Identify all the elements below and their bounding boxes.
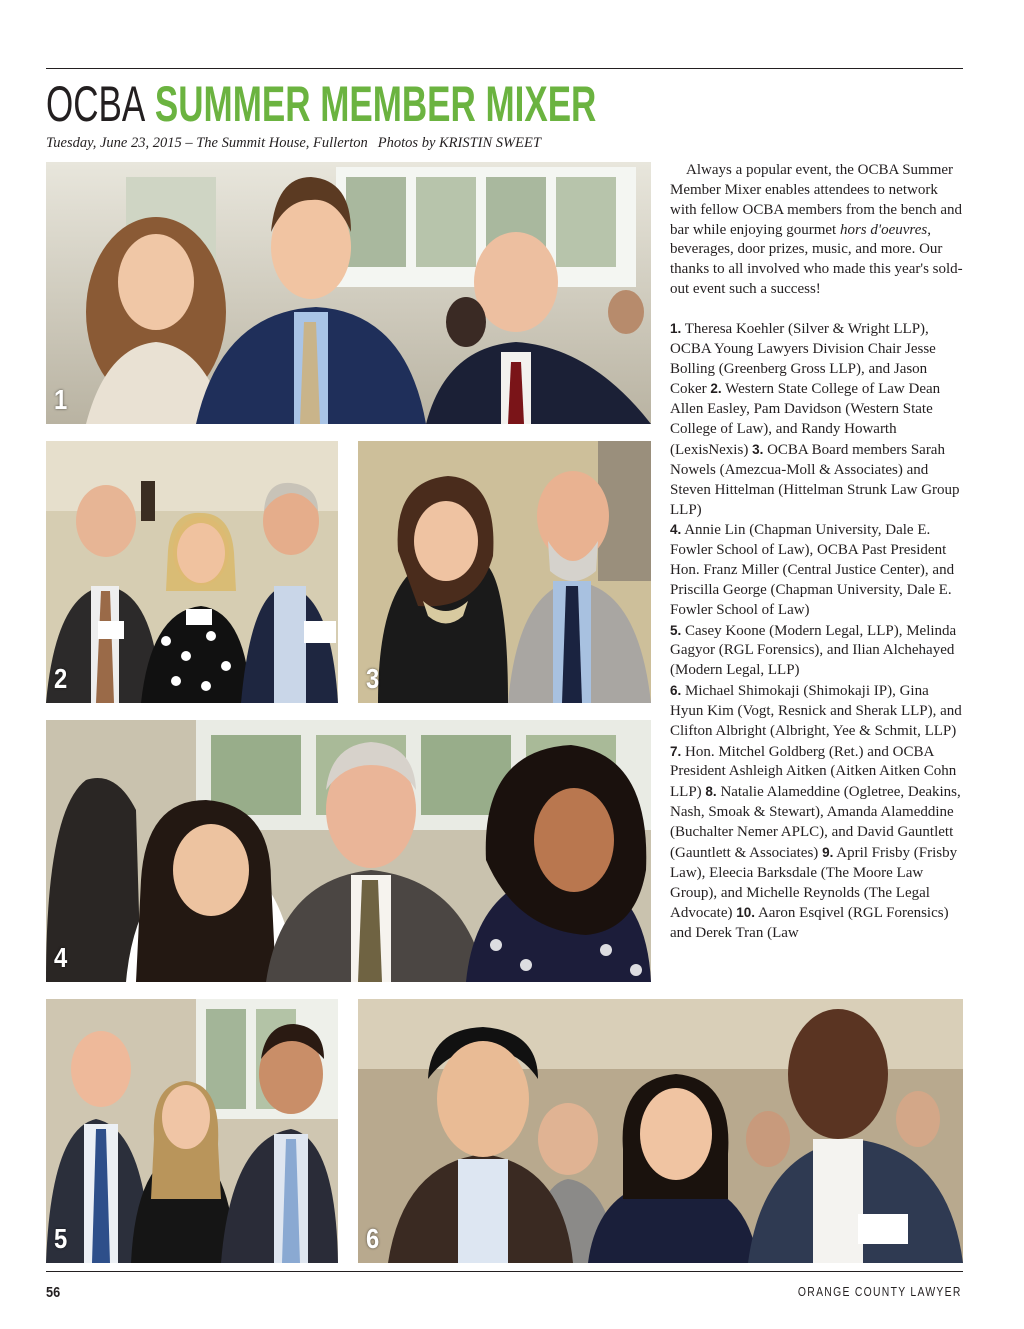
bottom-rule: [46, 1271, 963, 1272]
caption-9-text: April Frisby (Frisby Law), Eleecia Barksdale (The Moore Law Group), and Michelle Reynolds (The Legal Advocate): [670, 844, 958, 922]
intro-paragraph: [670, 161, 963, 300]
photo-3-image: [358, 441, 651, 703]
magazine-name: ORANGE COUNTY LAWYER: [798, 1284, 962, 1299]
photo-5-number: 5: [54, 1223, 68, 1254]
article-body: [670, 161, 963, 944]
caption-6-text: Michael Shimokaji (Shimokaji IP), Gina Hyun Kim (Vogt, Resnick and Sherak LLP), and Clifton Albright (Albright, Yee & Schmit, LLP): [670, 683, 962, 739]
photo-5-image: [46, 999, 338, 1263]
event-photo-1: [46, 162, 651, 424]
photo-4-image: [46, 720, 651, 982]
event-subtitle: [46, 135, 541, 152]
caption-4-text: Annie Lin (Chapman University, Dale E. Fowler School of Law), OCBA Past President Hon. Franz Miller (Central Justice Center), and Priscilla George (Chapman University, Dale E. Fowler School of Law): [670, 522, 955, 618]
photo-2-image: [46, 441, 338, 703]
caption-8-text: Natalie Alameddine (Ogletree, Deakins, Nash, Smoak & Stewart), Amanda Alameddine (Buchalter Nemer APLC), and David Gauntlett (Gauntlett & Associates): [670, 784, 961, 861]
photo-4-number: 4: [54, 942, 68, 973]
caption-10-text: Aaron Esqivel (RGL Forensics) and Derek Tran (Law: [670, 905, 949, 942]
caption-1-number: 1.: [670, 320, 682, 336]
photo-3-number: 3: [366, 663, 380, 694]
top-rule: [46, 68, 963, 69]
caption-4-number: 4.: [670, 522, 682, 538]
caption-7-number: 7.: [670, 743, 682, 759]
event-photo-5: [46, 999, 338, 1263]
title-summer-member-mixer: SUMMER MEMBER MIXER: [154, 76, 597, 132]
intro-italic: hors d'oeuvres: [839, 221, 928, 238]
event-photo-6: [358, 999, 963, 1263]
event-photo-3: [358, 441, 651, 703]
caption-9-number: 9.: [822, 844, 834, 860]
article-title: [46, 76, 596, 132]
caption-5: [670, 623, 956, 679]
photo-1-image: [46, 162, 651, 424]
caption-2-number: 2.: [710, 381, 722, 397]
photo-6-number: 6: [366, 1223, 380, 1254]
caption-6-number: 6.: [670, 683, 682, 699]
caption-1-text: Theresa Koehler (Silver & Wright LLP), OCBA Young Lawyers Division Chair Jesse Bolling (Greenberg Gross LLP), and Jason Coker: [670, 320, 936, 398]
event-photo-4: [46, 720, 651, 982]
event-date-location: Tuesday, June 23, 2015 – The Summit House, Fullerton: [46, 135, 368, 151]
photo-2-number: 2: [54, 663, 68, 694]
caption-2-text: Western State College of Law Dean Allen Easley, Pam Davidson (Western State College of Law), and Randy Howarth (LexisNexis): [670, 381, 941, 458]
event-photo-2: [46, 441, 338, 703]
title-ocba: OCBA: [46, 76, 146, 132]
caption-3-number: 3.: [752, 441, 764, 457]
caption-5-text: Casey Koone (Modern Legal, LLP), Melinda Gagyor (RGL Forensics), and Ilian Alchehayed (Modern Legal, LLP): [670, 622, 957, 679]
page-number: 56: [46, 1284, 61, 1301]
caption-3-text: OCBA Board members Sarah Nowels (Amezcua-Moll & Associates) and Steven Hittelman (Hittelman Strunk Law Group LLP): [670, 441, 960, 518]
photo-captions: [670, 319, 963, 944]
caption-7-text: Hon. Mitchel Goldberg (Ret.) and OCBA President Ashleigh Aitken (Aitken Aitken Cohn LLP): [670, 743, 957, 801]
caption-10-number: 10.: [736, 905, 755, 921]
caption-4: [670, 522, 954, 617]
caption-6: [670, 683, 962, 739]
caption-8-number: 8.: [705, 784, 717, 800]
photo-1-number: 1: [54, 384, 68, 415]
intro-text-end: , beverages, door prizes, music, and more. Our thanks to all involved who made this year's sold-out event such a success!: [670, 221, 963, 298]
photo-credit: Photos by KRISTIN SWEET: [377, 135, 541, 151]
caption-5-number: 5.: [670, 622, 682, 638]
photo-6-image: [358, 999, 963, 1263]
intro-text-start: Always a popular event, the OCBA Summer Member Mixer enables attendees to network with fellow OCBA members from the bench and bar while enjoying gourmet: [670, 162, 963, 238]
